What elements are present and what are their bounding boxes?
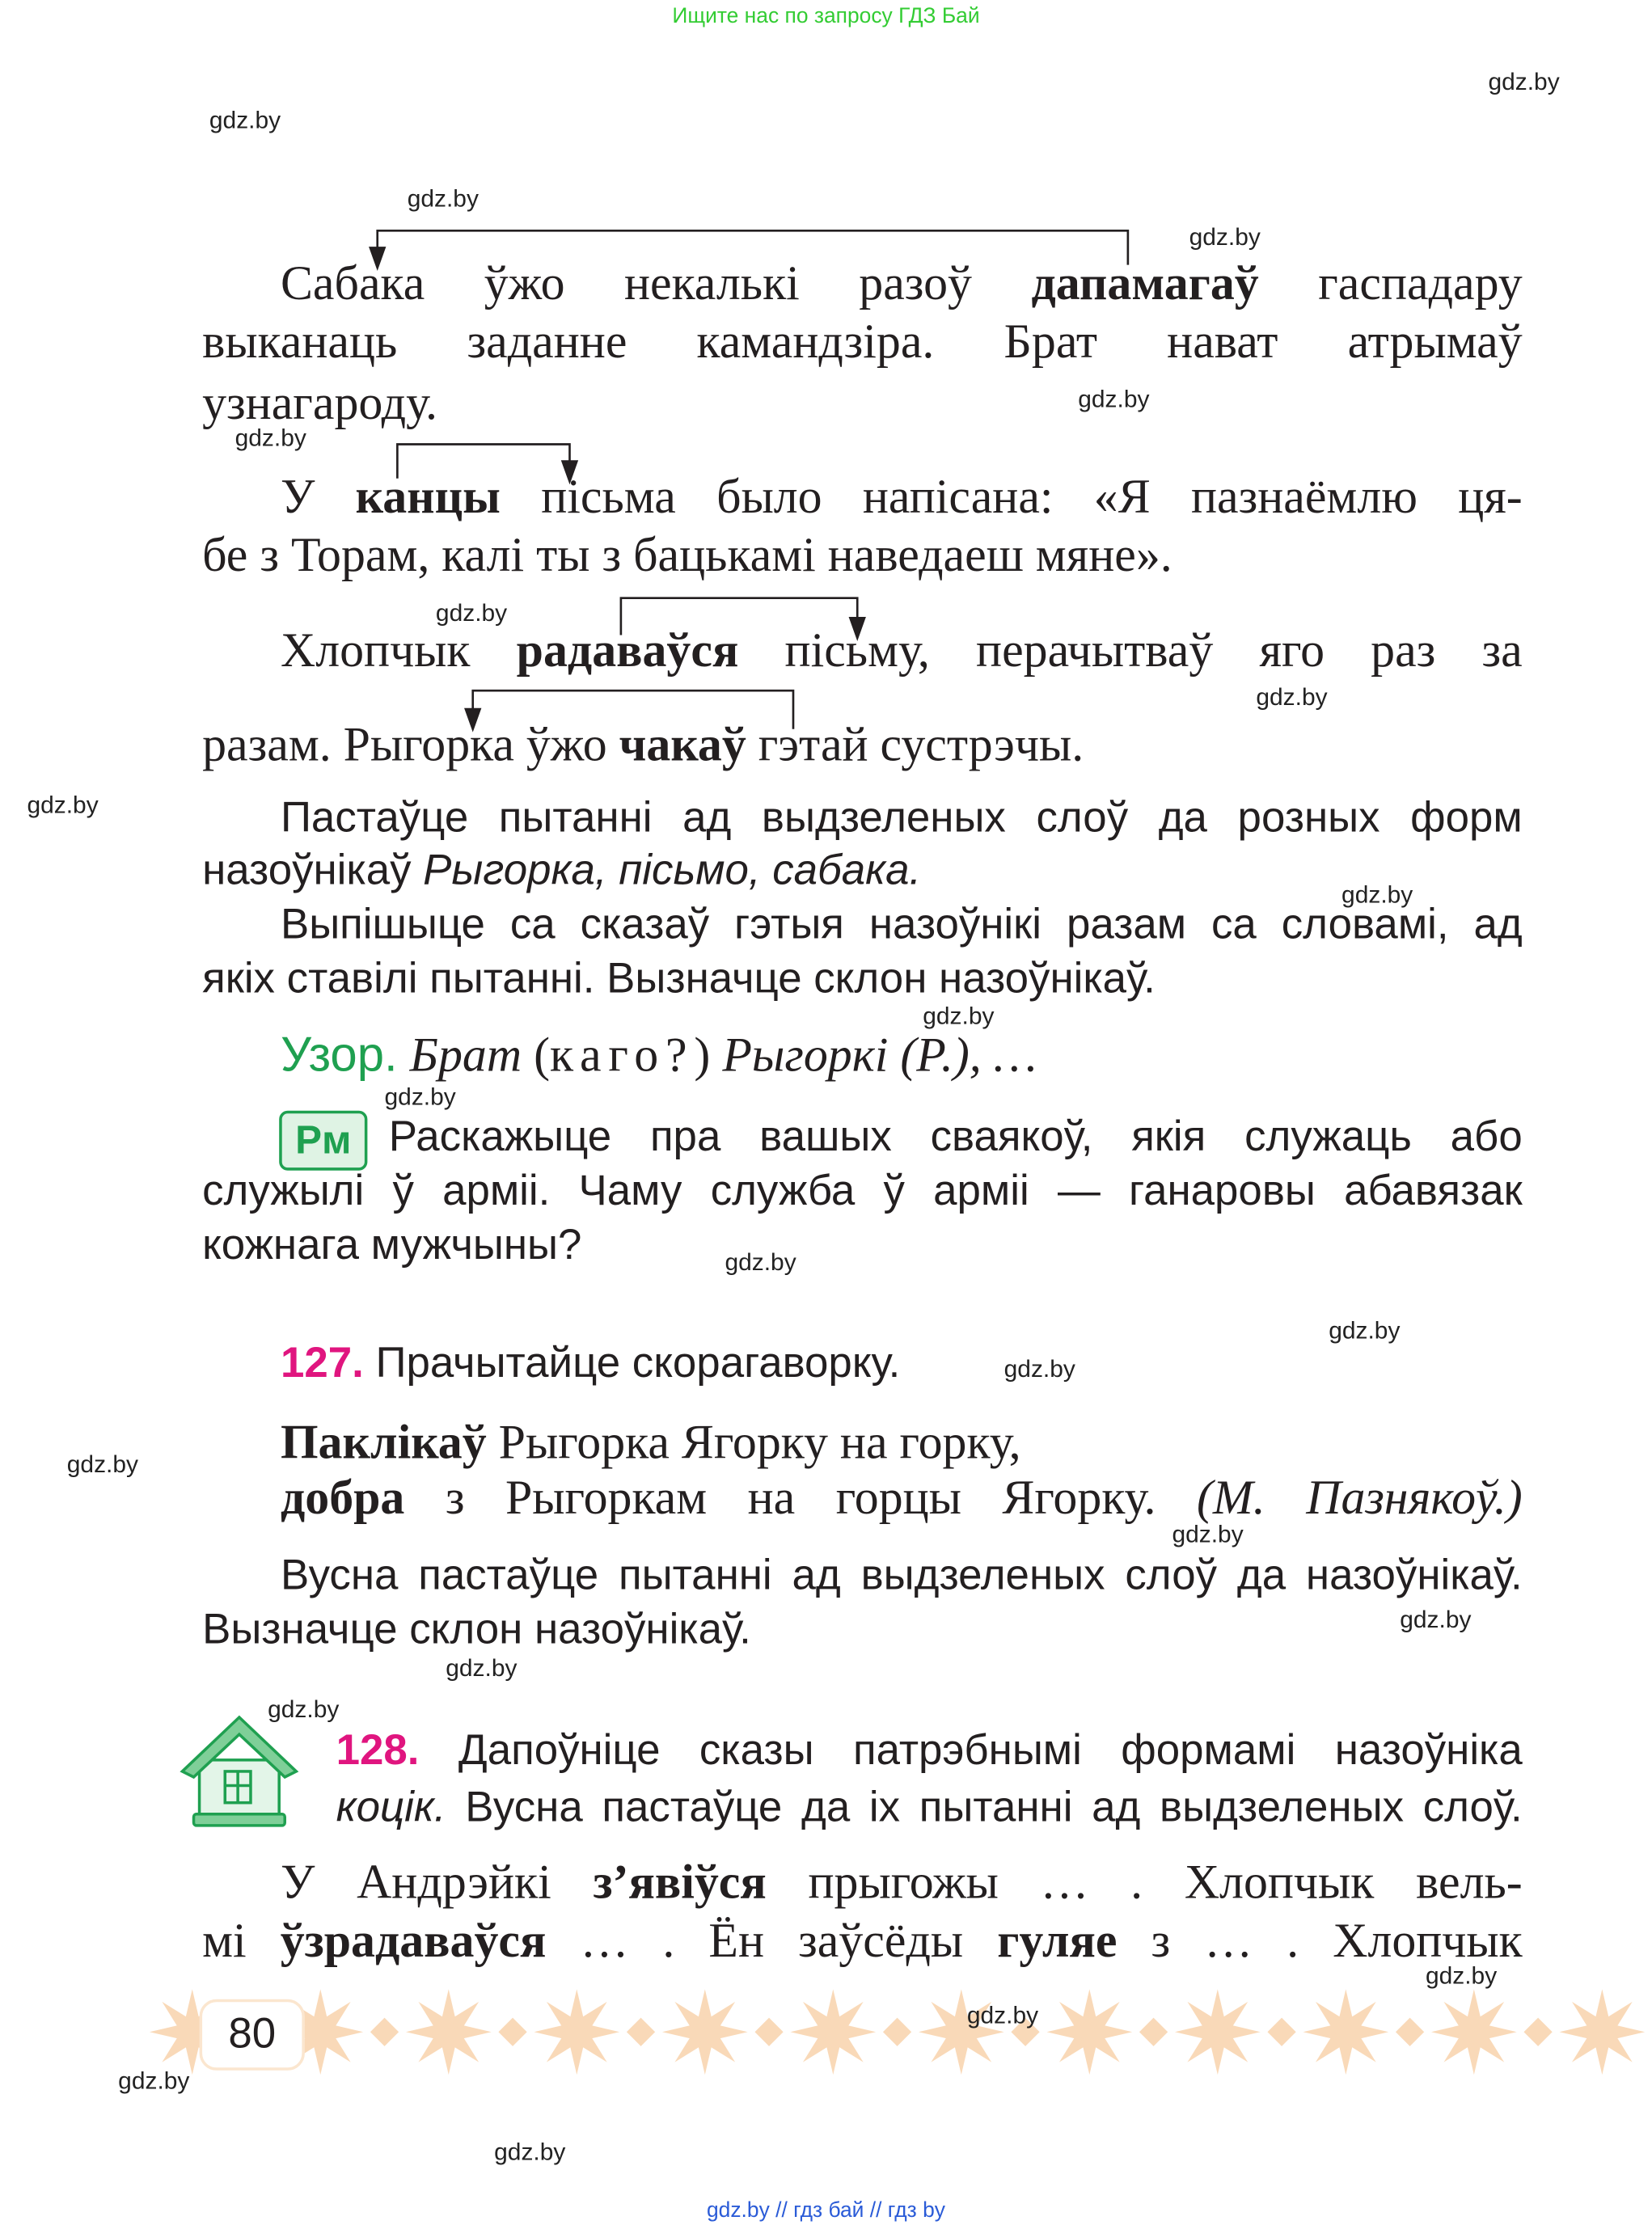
text-line xyxy=(280,257,1523,310)
text-line xyxy=(336,1727,1523,1775)
text-segment: Рыгорка, пісьмо, сабака. xyxy=(423,847,922,895)
text-segment: ( xyxy=(522,1029,551,1083)
text-segment: … . Ён заўсёды xyxy=(546,1915,998,1968)
watermark: gdz.by xyxy=(407,184,479,213)
snowflake-ornament-icon xyxy=(534,1989,655,2075)
watermark: gdz.by xyxy=(446,1654,518,1682)
text-segment: Пастаўце пытанні ад выдзеленых слоў да розных форм xyxy=(280,794,1523,842)
watermark: gdz.by xyxy=(923,1002,995,1030)
watermark: gdz.by xyxy=(209,107,281,134)
speech-task-badge: Рм xyxy=(279,1111,367,1171)
top-banner: Ищите нас по запросу ГДЗ Бай xyxy=(672,4,980,29)
watermark: gdz.by xyxy=(725,1248,796,1277)
text-line xyxy=(280,1340,901,1387)
highlighted-word: радаваўся xyxy=(516,625,739,678)
text-segment: Сабака ўжо некалькі разоў xyxy=(280,257,1032,310)
watermark: gdz.by xyxy=(66,1450,139,1479)
house-homework-icon xyxy=(180,1714,299,1828)
watermark: gdz.by xyxy=(1341,881,1413,909)
text-segment: (М. Пазнякоў.) xyxy=(1196,1472,1523,1526)
text-line xyxy=(280,1856,1523,1910)
watermark: gdz.by xyxy=(435,599,508,627)
text-segment: гаспадару xyxy=(1258,257,1523,310)
snowflake-ornament-icon xyxy=(1175,1989,1296,2075)
text-line xyxy=(280,1472,1523,1526)
text-segment: пісьма было напісана: «Я пазнаёмлю ця- xyxy=(500,471,1523,525)
highlighted-word: чакаў xyxy=(619,719,746,772)
text-segment: каго? xyxy=(550,1029,695,1083)
text-segment: мі xyxy=(202,1915,281,1968)
text-segment: Раскажыце пра вашых сваякоў, якія служаць або xyxy=(388,1113,1523,1161)
text-segment: разам. Рыгорка ўжо xyxy=(202,719,619,772)
text-segment: Рыгоркі (Р.), … xyxy=(722,1029,1037,1083)
text-line xyxy=(280,1552,1523,1599)
watermark: gdz.by xyxy=(1003,1355,1075,1383)
text-segment: якіх ставілі пытанні. Вызначце склон назоўнікаў. xyxy=(202,955,1156,1003)
text-segment: гэтай сустрэчы. xyxy=(746,719,1084,772)
highlighted-word: Паклікаў xyxy=(280,1416,487,1470)
text-segment: У Андрэйкі xyxy=(280,1856,594,1910)
text-line xyxy=(202,1606,751,1653)
text-segment: кожнага мужчыны? xyxy=(202,1222,582,1269)
text-segment: пісьму, перачытваў яго раз за xyxy=(738,625,1523,678)
text-segment: служылі ў арміі. Чаму служба ў арміі — ганаровы абавязак xyxy=(202,1167,1523,1215)
highlighted-word: канцы xyxy=(355,471,501,525)
text-line xyxy=(202,1915,1523,1968)
snowflake-ornament-icon xyxy=(790,1989,911,2075)
text-segment: 128. xyxy=(336,1727,420,1775)
highlighted-word: добра xyxy=(280,1472,405,1526)
text-segment: ) xyxy=(694,1029,723,1083)
text-line xyxy=(280,901,1523,948)
text-segment: бе з Торам, калі ты з бацькамі наведаеш мяне». xyxy=(202,530,1172,583)
text-segment: Дапоўніце сказы патрэбнымі формамі назоўніка xyxy=(419,1727,1523,1775)
watermark: gdz.by xyxy=(1488,68,1560,96)
watermark: gdz.by xyxy=(966,2002,1039,2029)
highlighted-word: ўзрадаваўся xyxy=(280,1915,547,1968)
text-line xyxy=(202,530,1172,583)
snowflake-ornament-icon xyxy=(1046,1989,1168,2075)
text-segment: Вусна пастаўце пытанні ад выдзеленых слоў да назоўнікаў. xyxy=(280,1552,1523,1599)
text-line xyxy=(202,315,1523,369)
highlighted-word: з’явіўся xyxy=(593,1856,767,1910)
text-segment: У xyxy=(280,471,356,525)
watermark: gdz.by xyxy=(27,792,99,819)
text-line xyxy=(280,471,1523,525)
text-line xyxy=(280,1028,1037,1083)
highlighted-word: гуляе xyxy=(997,1915,1118,1968)
text-segment: назоўнікаў xyxy=(202,847,424,895)
text-line xyxy=(202,719,1084,772)
highlighted-word: дапамагаў xyxy=(1031,257,1259,310)
text-segment: Вызначце склон назоўнікаў. xyxy=(202,1606,751,1653)
watermark: gdz.by xyxy=(494,2138,566,2166)
ornament-border xyxy=(142,1982,1652,2082)
watermark: gdz.by xyxy=(268,1695,340,1724)
text-segment: Брат xyxy=(409,1029,522,1083)
text-segment xyxy=(398,1029,410,1082)
watermark: gdz.by xyxy=(1425,1961,1498,1990)
text-line xyxy=(280,625,1523,678)
text-line xyxy=(280,794,1523,842)
watermark: gdz.by xyxy=(1329,1317,1401,1345)
text-line xyxy=(202,847,922,895)
text-line xyxy=(336,1784,1523,1831)
text-segment: 127. xyxy=(280,1340,364,1387)
text-segment: Хлопчык xyxy=(280,625,517,678)
text-line xyxy=(280,1416,1021,1470)
text-segment: прыгожы … . Хлопчык вель- xyxy=(766,1856,1523,1910)
text-segment: Рыгорка Ягорку на горку, xyxy=(486,1416,1021,1470)
snowflake-ornament-icon xyxy=(1431,1989,1553,2075)
text-segment: узнагароду. xyxy=(202,377,437,430)
watermark: gdz.by xyxy=(1078,386,1150,413)
watermark: gdz.by xyxy=(1400,1606,1472,1634)
text-line xyxy=(202,1167,1523,1215)
watermark: gdz.by xyxy=(234,424,306,452)
watermark: gdz.by xyxy=(1256,683,1328,711)
watermark: gdz.by xyxy=(1172,1520,1244,1548)
text-segment: Узор. xyxy=(280,1028,398,1083)
text-segment: з … . Хлопчык xyxy=(1117,1915,1523,1968)
text-line xyxy=(202,377,437,430)
text-segment: Выпішыце са сказаў гэтыя назоўнікі разам са словамі, ад xyxy=(280,901,1523,948)
text-segment: выканаць заданне камандзіра. Брат нават атрымаў xyxy=(202,315,1523,369)
snowflake-ornament-icon xyxy=(1560,1989,1652,2075)
bottom-banner: gdz.by // гдз бай // гдз by xyxy=(706,2198,946,2223)
text-line xyxy=(202,955,1156,1003)
text-line xyxy=(202,1222,582,1269)
watermark: gdz.by xyxy=(1189,223,1261,251)
text-segment: Прачытайце скорагаворку. xyxy=(363,1340,901,1387)
snowflake-ornament-icon xyxy=(1303,1989,1424,2075)
text-segment: Вусна пастаўце да іх пытанні ад выдзеленых слоў. xyxy=(446,1784,1523,1831)
text-line xyxy=(388,1113,1523,1161)
watermark: gdz.by xyxy=(384,1083,456,1111)
snowflake-ornament-icon xyxy=(406,1989,527,2075)
text-segment: з Рыгоркам на горцы Ягорку. xyxy=(404,1472,1197,1526)
snowflake-ornament-icon xyxy=(662,1989,784,2075)
watermark: gdz.by xyxy=(118,2067,190,2095)
text-segment: коцік. xyxy=(336,1784,446,1831)
page-number: 80 xyxy=(200,1999,305,2071)
